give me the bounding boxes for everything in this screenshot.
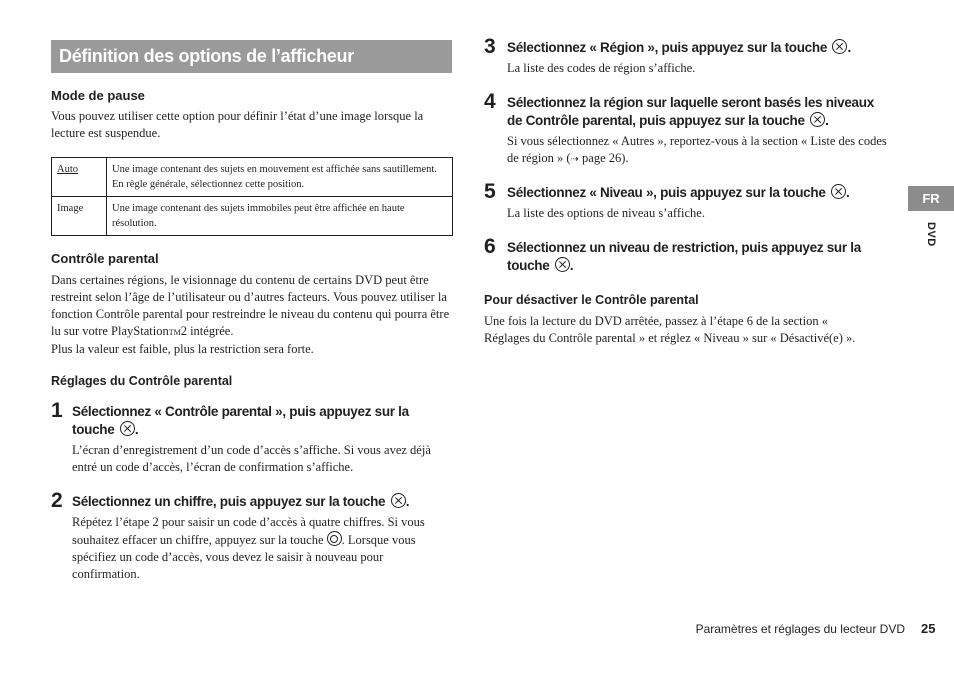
step-2-body-a: Répétez l’étape 2 pour saisir un code d’accès à quatre chiffres. Si vous souhaitez effacer un chiffre, appuyez sur la touche [72, 515, 425, 547]
step-4-body-b: page 26). [578, 151, 629, 165]
step-4-title-text: Sélectionnez la région sur laquelle seront basés les niveaux de Contrôle parental, puis appuyez sur la touche [507, 95, 874, 128]
section-side-label [917, 222, 937, 262]
footer-label: Paramètres et réglages du lecteur DVD [695, 622, 905, 636]
step-3-title [507, 39, 897, 57]
deactivate-text: Une fois la lecture du DVD arrêtée, passez à l’étape 6 de la section « Réglages du Contrôle parental » et réglez « Niveau » sur « Désactivé(e) ». [484, 314, 856, 345]
option-auto-desc: Une image contenant des sujets en mouvement est affichée sans sautillement. En règle générale, sélectionnez cette position. [107, 158, 453, 197]
step-4-body-a: Si vous sélectionnez « Autres », reportez-vous à la section « Liste des codes de région » ( [507, 134, 887, 165]
deactivate-heading: Pour désactiver le Contrôle parental [484, 293, 699, 307]
parental-text-end: 2 intégrée. [180, 324, 234, 338]
step-2-body-b: . Lorsque vous spécifiez un code d’accès, vous devez le saisir à nouveau pour confirmation. [72, 533, 416, 581]
cross-button-icon [555, 257, 570, 272]
page-number: 25 [921, 621, 936, 636]
option-image-desc: Une image contenant des sujets immobiles peut être affichée en haute résolution. [107, 197, 453, 236]
step-1-number: 1 [51, 399, 63, 422]
step-5-dot: . [846, 185, 850, 200]
step-3-number: 3 [484, 35, 496, 58]
language-tab [908, 186, 954, 211]
tm-mark: TM [168, 328, 181, 337]
parental-heading: Contrôle parental [51, 251, 159, 266]
parental-note: Plus la valeur est faible, plus la restriction sera forte. [51, 342, 314, 356]
step-2-number: 2 [51, 489, 63, 512]
pause-heading: Mode de pause [51, 88, 145, 103]
step-1-title [72, 403, 442, 439]
step-5-title [507, 184, 897, 202]
pause-text: Vous pouvez utiliser cette option pour définir l’état d’une image lorsque la lecture est suspendue. [51, 109, 424, 140]
step-3-dot: . [847, 40, 851, 55]
cross-button-icon [832, 39, 847, 54]
parental-text-main: Dans certaines régions, le visionnage du contenu de certains DVD peut être restreint selon l’âge de l’utilisateur ou d’autres facteurs. Vous pouvez utiliser la fonction Contrôle parental pour restreindre le niveau du contenu qui pourra être lu sur votre PlayStation [51, 273, 450, 338]
step-4-number: 4 [484, 90, 496, 113]
step-4-dot: . [825, 113, 829, 128]
step-6-number: 6 [484, 235, 496, 258]
cross-button-icon [810, 112, 825, 127]
table-row [52, 197, 453, 236]
step-6-dot: . [569, 258, 574, 273]
step-2-title-text: Sélectionnez un chiffre, puis appuyez sur la touche [72, 494, 386, 509]
option-image: Image [52, 197, 107, 236]
step-2-title [72, 493, 452, 511]
step-1-body: L’écran d’enregistrement d’un code d’accès s’affiche. Si vous avez déjà entré un code d’accès, l’écran de confirmation s’affiche. [72, 443, 431, 474]
option-auto: Auto [52, 158, 107, 197]
section-title: Définition des options de l’afficheur [59, 46, 354, 66]
page-reference-arrow-icon: ⇢ [570, 154, 579, 165]
step-3-title-text: Sélectionnez « Région », puis appuyez sur la touche [507, 40, 828, 55]
language-label: FR [922, 191, 940, 206]
settings-heading: Réglages du Contrôle parental [51, 374, 233, 388]
step-5-number: 5 [484, 180, 496, 203]
step-6-title-text: Sélectionnez un niveau de restriction, puis appuyez sur la touche [507, 240, 861, 273]
section-side-text: DVD [925, 222, 937, 247]
step-1-dot: . [134, 422, 139, 437]
step-4-title [507, 94, 892, 130]
step-2-body [72, 514, 454, 583]
parental-text [51, 272, 455, 341]
cross-button-icon [831, 184, 846, 199]
step-5-title-text: Sélectionnez « Niveau », puis appuyez sur la touche [507, 185, 826, 200]
circle-button-icon [327, 531, 342, 546]
step-5-body: La liste des options de niveau s’affiche. [507, 206, 705, 220]
pause-options-table [51, 157, 453, 236]
cross-button-icon [120, 421, 135, 436]
step-1-title-text: Sélectionnez « Contrôle parental », puis appuyez sur la touche [72, 404, 409, 437]
section-header [51, 40, 452, 73]
cross-button-icon [391, 493, 406, 508]
table-row [52, 158, 453, 197]
step-6-title [507, 239, 887, 275]
step-4-body [507, 133, 892, 168]
step-3-body: La liste des codes de région s’affiche. [507, 61, 696, 75]
step-2-dot: . [405, 494, 410, 509]
